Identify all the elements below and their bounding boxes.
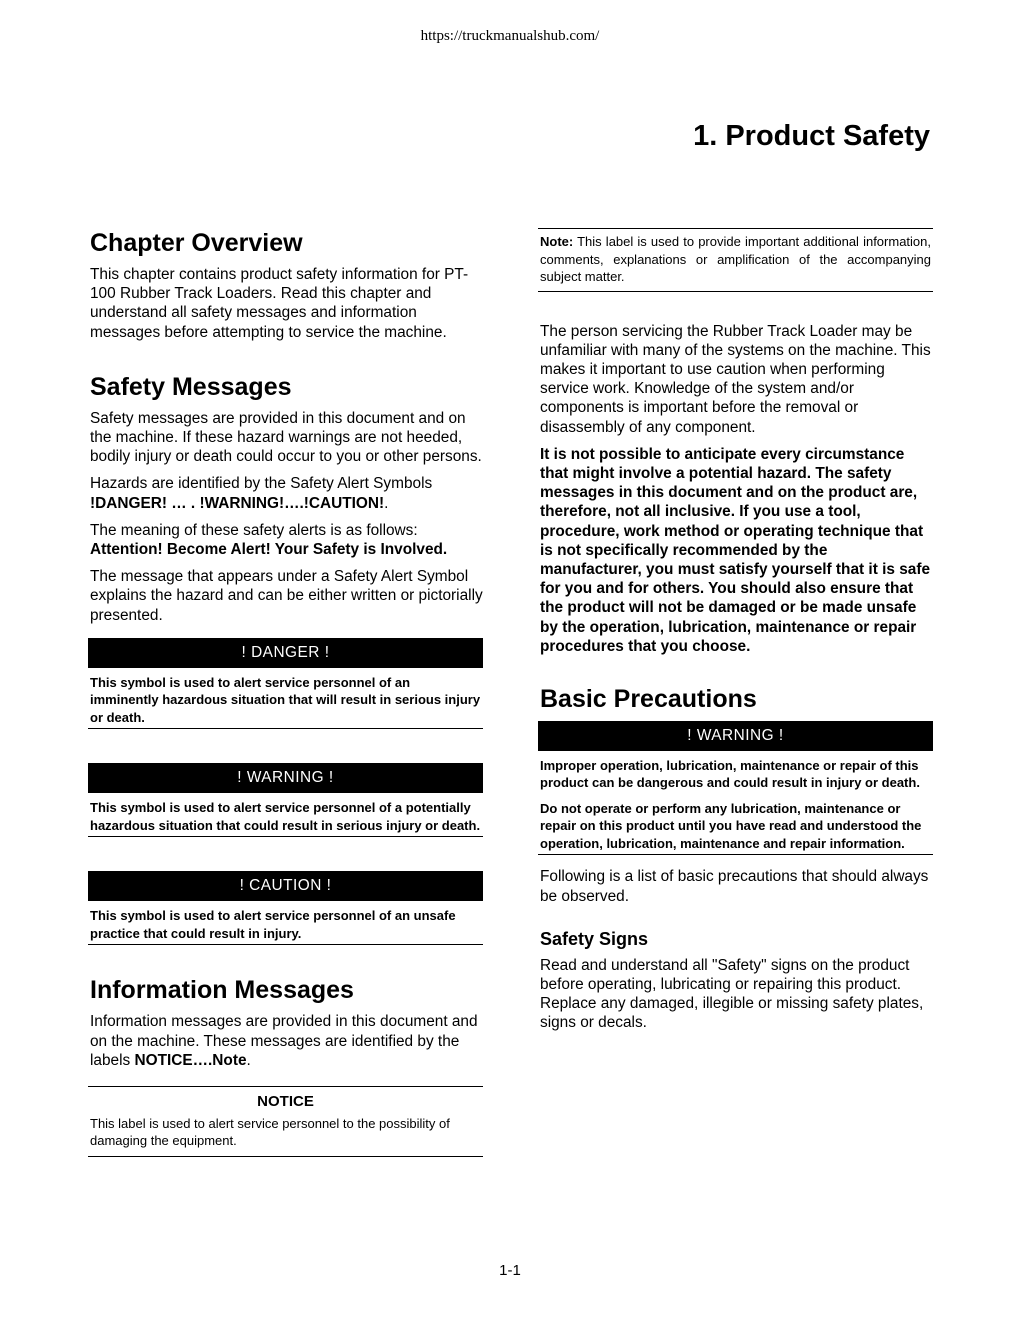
- precautions-warning-text2: Do not operate or perform any lubrication, maintenance or repair on this product until you have read and understood the operation, lubrication, maintenance and repair information.: [540, 800, 922, 851]
- safety-messages-p4: The message that appears under a Safety Alert Symbol explains the hazard and can be either written or pictorially presented.: [90, 568, 483, 624]
- notice-text: This label is used to alert service personnel to the possibility of damaging the equipment.: [90, 1115, 450, 1149]
- notice-box: [88, 1086, 483, 1157]
- precautions-warning-label: ! WARNING !: [538, 721, 933, 751]
- chapter-title: 1. Product Safety: [693, 120, 930, 152]
- safety-messages-p3: [90, 521, 483, 559]
- precautions-warning-text1: Improper operation, lubrication, maintenance or repair of this product can be dangerous and could result in injury or death.: [540, 757, 920, 791]
- warning-alert: [88, 763, 483, 837]
- safety-messages-p2: [90, 474, 483, 512]
- hazard-anticipation-text: It is not possible to anticipate every circumstance that might involve a potential hazard. The safety messages in this document and on the product are, therefore, not all inclusive. If you use a tool, procedure, work method or operating technique that is not specifically recommended by the manufacturer, you must satisfy yourself that it is safe for you and for others. You should also ensure that the product will not be damaged or be made unsafe by the operation, lubrication, maintenance or repair procedures that you choose.: [540, 445, 931, 655]
- info-lead: Information messages are provided in this document and on the machine. These messages are identified by the labels: [90, 1013, 478, 1069]
- p2-lead: Hazards are identified by the Safety Alert Symbols: [90, 475, 433, 493]
- info-end: .: [246, 1051, 251, 1069]
- warning-text: This symbol is used to alert service personnel of a potentially hazardous situation that could result in serious injury or death.: [90, 800, 481, 833]
- information-messages-text: [90, 1012, 483, 1070]
- basic-precautions-heading: Basic Precautions: [540, 684, 757, 713]
- left-column: [88, 228, 483, 1157]
- caution-text: This symbol is used to alert service personnel of an unsafe practice that could result in injury.: [90, 908, 456, 941]
- safety-messages-p1: Safety messages are provided in this document and on the machine. If these hazard warnings are not heeded, bodily injury or death could occur to you or other persons.: [90, 409, 482, 466]
- caution-alert: [88, 871, 483, 945]
- information-messages-heading: Information Messages: [90, 976, 354, 1005]
- alert-symbols-text: !DANGER! … . !WARNING!….!CAUTION!: [90, 494, 385, 512]
- note-label: Note:: [540, 234, 574, 249]
- precautions-warning: [538, 721, 933, 856]
- page-number: 1-1: [499, 1262, 521, 1279]
- safety-messages-heading: Safety Messages: [90, 372, 292, 401]
- warning-label: ! WARNING !: [88, 763, 483, 793]
- caution-label: ! CAUTION !: [88, 871, 483, 901]
- p2-end: .: [384, 494, 389, 512]
- notice-title: NOTICE: [257, 1092, 314, 1110]
- note-text: This label is used to provide important additional information, comments, explanations or amplification of the accompanying subject matter.: [540, 234, 931, 284]
- safety-signs-text: Read and understand all "Safety" signs on the product before operating, lubricating or repairing this product. Replace any damaged, illegible or missing safety plates, signs or decals.: [540, 956, 924, 1032]
- danger-label: ! DANGER !: [88, 638, 483, 668]
- danger-alert: [88, 638, 483, 730]
- info-labels: NOTICE….Note: [134, 1051, 247, 1069]
- attention-text: Attention! Become Alert! Your Safety is Involved.: [90, 541, 448, 559]
- precautions-intro-text: Following is a list of basic precautions that should always be observed.: [540, 868, 929, 905]
- danger-text: This symbol is used to alert service personnel of an imminently hazardous situation that will result in serious injury or death.: [90, 674, 481, 725]
- safety-signs-heading: Safety Signs: [540, 928, 649, 949]
- source-url: https://truckmanualshub.com/: [420, 28, 600, 44]
- right-column: [538, 228, 933, 1041]
- service-intro-text: The person servicing the Rubber Track Loader may be unfamiliar with many of the systems on the machine. This makes it important to use caution when performing service work. Knowledge of the system and/or components is important before the removal or disassembly of any component.: [540, 322, 931, 436]
- note-box: [538, 228, 933, 292]
- p3-lead: The meaning of these safety alerts is as follows:: [90, 521, 418, 539]
- chapter-overview-heading: Chapter Overview: [90, 229, 303, 257]
- chapter-overview-text: This chapter contains product safety information for PT-100 Rubber Track Loaders. Read this chapter and understand all safety messages and information messages before attempting to service the machine.: [90, 266, 469, 341]
